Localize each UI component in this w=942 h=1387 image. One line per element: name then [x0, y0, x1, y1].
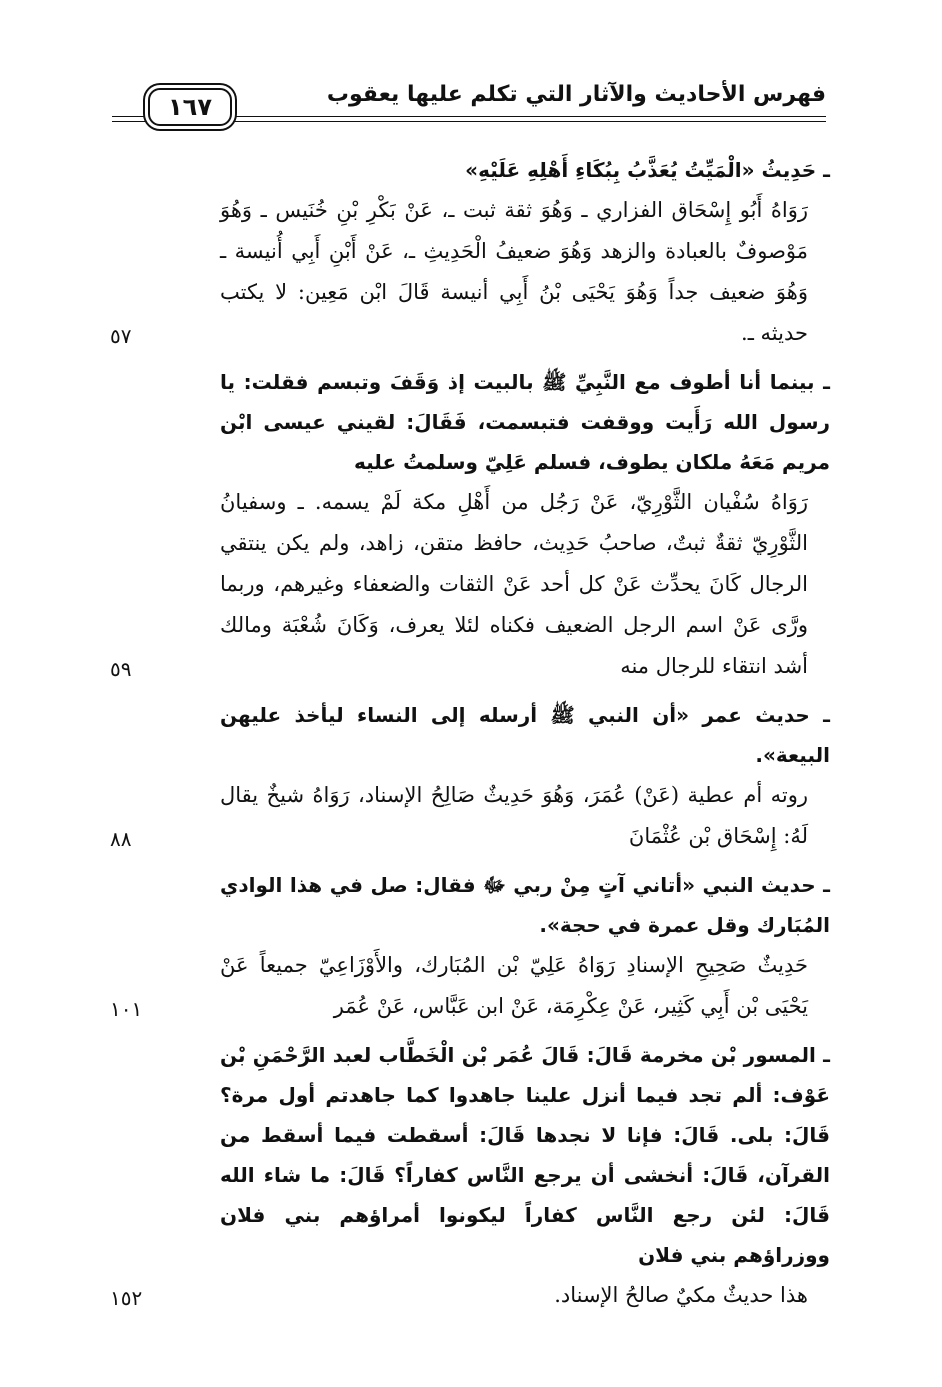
index-content: [110, 150, 830, 1324]
page-reference: ٥٧: [110, 324, 132, 348]
hadith-heading: ـ بينما أنا أطوف مع النَّبِيِّ ﷺ بالبيت إذ وَقَفَ وتبسم فقلت: يا رسول الله رَأَيت ووقفت فتبسمت، فَقَالَ: لقيني عيسى ابْن مريم مَعَهُ ملكان يطوف، فسلم عَلِيّ وسلمتُ عليه: [220, 370, 830, 474]
hadith-heading: ـ حديث عمر «أن النبي ﷺ أرسله إلى النساء ليأخذ عليهن البيعة».: [220, 703, 830, 767]
hadith-heading: ـ حَدِيثُ «الْمَيِّتُ يُعَذَّبُ بِبُكَاءِ أَهْلِهِ عَلَيْهِ»: [465, 158, 830, 182]
hadith-heading: ـ حديث النبي «أتاني آتٍ مِنْ ربي ﷻ فقال: صل في هذا الوادي المُبَارك وقل عمرة في حجة».: [220, 873, 830, 937]
page-reference: ٨٨: [110, 827, 132, 851]
hadith-commentary: رَوَاهُ أَبُو إِسْحَاق الفزاري ـ وَهُوَ ثقة ثبت ـ، عَنْ بَكْرِ بْنِ خُنَيس ـ وَهُوَ مَوْصوفٌ بالعبادة والزهد وَهُوَ ضعيفُ الْحَدِيثِ ـ، عَنْ أَبْنِ أَبِي أُنيسة ـ وَهُوَ ضعيف جداً وَهُوَ يَحْيَى بْنُ أَبِي أنيسة قَالَ ابْن مَعِين: لا يكتب حديثه ـ.: [220, 198, 808, 345]
index-entry: [110, 150, 830, 354]
index-entry: [110, 695, 830, 857]
page-reference: ٥٩: [110, 657, 132, 681]
hadith-commentary: روته أم عطية (عَنْ) عُمَرَ، وَهُوَ حَدِيثٌ صَالِحُ الإسناد، رَوَاهُ شيخٌ يقال لَهُ: إِسْحَاق بْن عُثْمَانَ: [220, 783, 808, 848]
page-header: [112, 80, 826, 130]
index-entry: [110, 362, 830, 687]
hadith-commentary: هذا حديثٌ مكيٌ صالحُ الإسناد.: [554, 1283, 808, 1307]
hadith-commentary: رَوَاهُ سُفْيان الثَّوْرِيّ، عَنْ رَجُل من أَهْلِ مكة لَمْ يسمه. ـ وسفيانُ الثَّوْرِيّ ثقةٌ ثبتٌ، صاحبُ حَدِيث، حافظ متقن، زاهد، ولم يكن ينتقي الرجال كَانَ يحدِّث عَنْ كل أحد عَنْ الثقات والضعفاء وغيرهم، وربما ورَّى عَنْ اسم الرجل الضعيف فكناه لئلا يعرف، وَكَانَ شُعْبَة ومالك أشد انتقاء للرجال منه: [220, 490, 808, 678]
running-title: فهرس الأحاديث والآثار التي تكلم عليها يعقوب: [313, 82, 826, 107]
hadith-heading: ـ المسور بْن مخرمة قَالَ: قَالَ عُمَر بْن الْخَطَّاب لعبد الرَّحْمَنِ بْن عَوْف: ألم تجد فيما أنزل علينا جاهدوا كما جاهدتم أول مرة؟ قَالَ: بلى. قَالَ: فإنا لا نجدها قَالَ: أسقطت فيما أسقط من القرآن، قَالَ: أنخشى أن يرجع النَّاس كفاراً؟ قَالَ: ما شاء الله قَالَ: لئن رجع النَّاس كفاراً ليكونوا أمراؤهم بني فلان ووزراؤهم بني فلان: [220, 1043, 830, 1267]
page-reference: ١٥٢: [110, 1286, 143, 1310]
index-entry: [110, 1035, 830, 1316]
page-reference: ١٠١: [110, 997, 143, 1021]
hadith-commentary: حَدِيثٌ صَحِيحِ الإسنادِ رَوَاهُ عَلِيّ بْن المُبَارك، والأَوْزَاعِيّ جميعاً عَنْ يَحْيَى بْن أَبِي كَثِير، عَنْ عِكْرِمَة، عَنْ ابن عَبَّاس، عَنْ عُمَر: [220, 953, 808, 1018]
page-number: ١٦٧: [148, 88, 232, 126]
index-entry: [110, 865, 830, 1027]
